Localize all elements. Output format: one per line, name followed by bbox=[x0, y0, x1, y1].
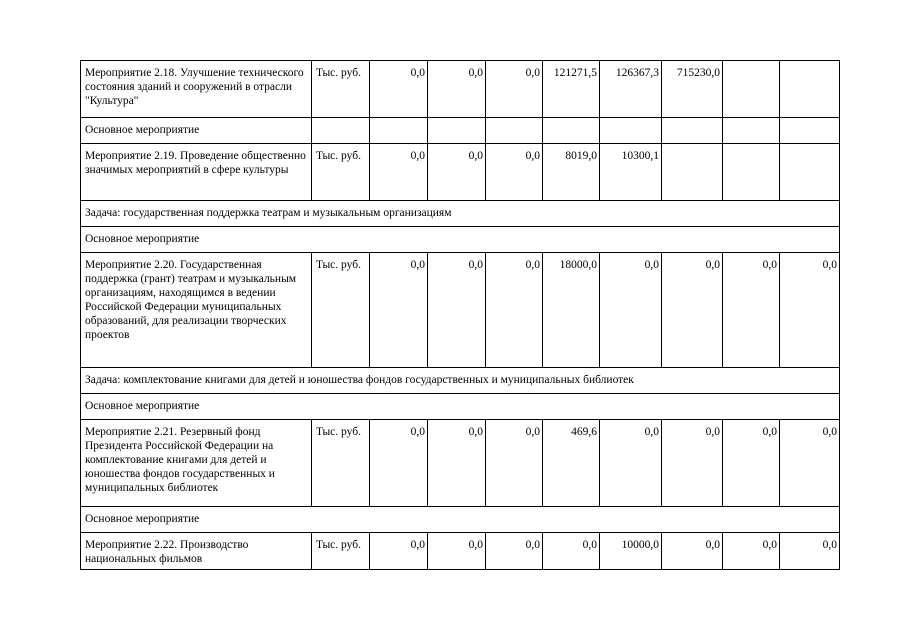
section-label-cell: Основное мероприятие bbox=[81, 227, 840, 253]
value-cell: 121271,5 bbox=[543, 61, 600, 118]
table-row bbox=[81, 201, 840, 227]
value-cell bbox=[723, 144, 780, 201]
activity-name-cell: Мероприятие 2.21. Резервный фонд Президента Российской Федерации на комплектование книгами для детей и юношества фондов государственных и муниципальных библиотек bbox=[81, 420, 312, 507]
table-row bbox=[81, 394, 840, 420]
empty-cell bbox=[780, 118, 840, 144]
value-cell: 0,0 bbox=[428, 61, 486, 118]
value-cell: 0,0 bbox=[428, 420, 486, 507]
value-cell: 0,0 bbox=[428, 253, 486, 368]
unit-cell: Тыс. руб. bbox=[312, 420, 370, 507]
value-cell: 0,0 bbox=[723, 420, 780, 507]
empty-cell bbox=[370, 118, 428, 144]
value-cell: 0,0 bbox=[486, 533, 543, 570]
value-cell: 0,0 bbox=[780, 533, 840, 570]
value-cell: 126367,3 bbox=[600, 61, 662, 118]
empty-cell bbox=[543, 118, 600, 144]
value-cell: 0,0 bbox=[723, 253, 780, 368]
value-cell: 8019,0 bbox=[543, 144, 600, 201]
activity-name-cell: Мероприятие 2.20. Государственная поддержка (грант) театрам и музыкальным организациям, находящимся в ведении Российской Федерации муниципальных образований, для реализации творческих проектов bbox=[81, 253, 312, 368]
value-cell: 0,0 bbox=[662, 533, 723, 570]
value-cell: 0,0 bbox=[543, 533, 600, 570]
unit-cell: Тыс. руб. bbox=[312, 61, 370, 118]
section-label-cell: Основное мероприятие bbox=[81, 118, 312, 144]
value-cell: 0,0 bbox=[486, 144, 543, 201]
value-cell: 0,0 bbox=[370, 420, 428, 507]
section-label-cell: Основное мероприятие bbox=[81, 507, 840, 533]
value-cell: 0,0 bbox=[600, 253, 662, 368]
table-row bbox=[81, 533, 840, 570]
empty-cell bbox=[312, 118, 370, 144]
empty-cell bbox=[723, 118, 780, 144]
program-table bbox=[80, 60, 840, 570]
table-row bbox=[81, 253, 840, 368]
unit-cell: Тыс. руб. bbox=[312, 533, 370, 570]
unit-cell: Тыс. руб. bbox=[312, 253, 370, 368]
unit-cell: Тыс. руб. bbox=[312, 144, 370, 201]
value-cell: 10300,1 bbox=[600, 144, 662, 201]
value-cell bbox=[662, 144, 723, 201]
activity-name-cell: Мероприятие 2.22. Производство национальных фильмов bbox=[81, 533, 312, 570]
value-cell: 0,0 bbox=[370, 61, 428, 118]
table-row bbox=[81, 368, 840, 394]
value-cell: 0,0 bbox=[780, 420, 840, 507]
table-row bbox=[81, 144, 840, 201]
table-row bbox=[81, 227, 840, 253]
value-cell: 469,6 bbox=[543, 420, 600, 507]
value-cell: 0,0 bbox=[370, 533, 428, 570]
section-label-cell: Задача: государственная поддержка театрам и музыкальным организациям bbox=[81, 201, 840, 227]
table-row bbox=[81, 61, 840, 118]
table-row bbox=[81, 420, 840, 507]
empty-cell bbox=[486, 118, 543, 144]
table-row bbox=[81, 118, 840, 144]
value-cell: 0,0 bbox=[486, 420, 543, 507]
value-cell: 0,0 bbox=[662, 253, 723, 368]
value-cell bbox=[723, 61, 780, 118]
section-label-cell: Задача: комплектование книгами для детей и юношества фондов государственных и муниципальных библиотек bbox=[81, 368, 840, 394]
value-cell: 0,0 bbox=[600, 420, 662, 507]
value-cell: 18000,0 bbox=[543, 253, 600, 368]
value-cell: 0,0 bbox=[486, 61, 543, 118]
value-cell: 715230,0 bbox=[662, 61, 723, 118]
value-cell: 0,0 bbox=[723, 533, 780, 570]
value-cell: 0,0 bbox=[370, 253, 428, 368]
value-cell: 0,0 bbox=[662, 420, 723, 507]
empty-cell bbox=[600, 118, 662, 144]
value-cell: 0,0 bbox=[780, 253, 840, 368]
section-label-cell: Основное мероприятие bbox=[81, 394, 840, 420]
value-cell bbox=[780, 144, 840, 201]
value-cell: 0,0 bbox=[370, 144, 428, 201]
value-cell: 0,0 bbox=[428, 533, 486, 570]
empty-cell bbox=[428, 118, 486, 144]
value-cell: 0,0 bbox=[428, 144, 486, 201]
value-cell: 0,0 bbox=[486, 253, 543, 368]
empty-cell bbox=[662, 118, 723, 144]
value-cell bbox=[780, 61, 840, 118]
activity-name-cell: Мероприятие 2.19. Проведение общественно значимых мероприятий в сфере культуры bbox=[81, 144, 312, 201]
value-cell: 10000,0 bbox=[600, 533, 662, 570]
table-row bbox=[81, 507, 840, 533]
activity-name-cell: Мероприятие 2.18. Улучшение технического состояния зданий и сооружений в отрасли "Культура" bbox=[81, 61, 312, 118]
